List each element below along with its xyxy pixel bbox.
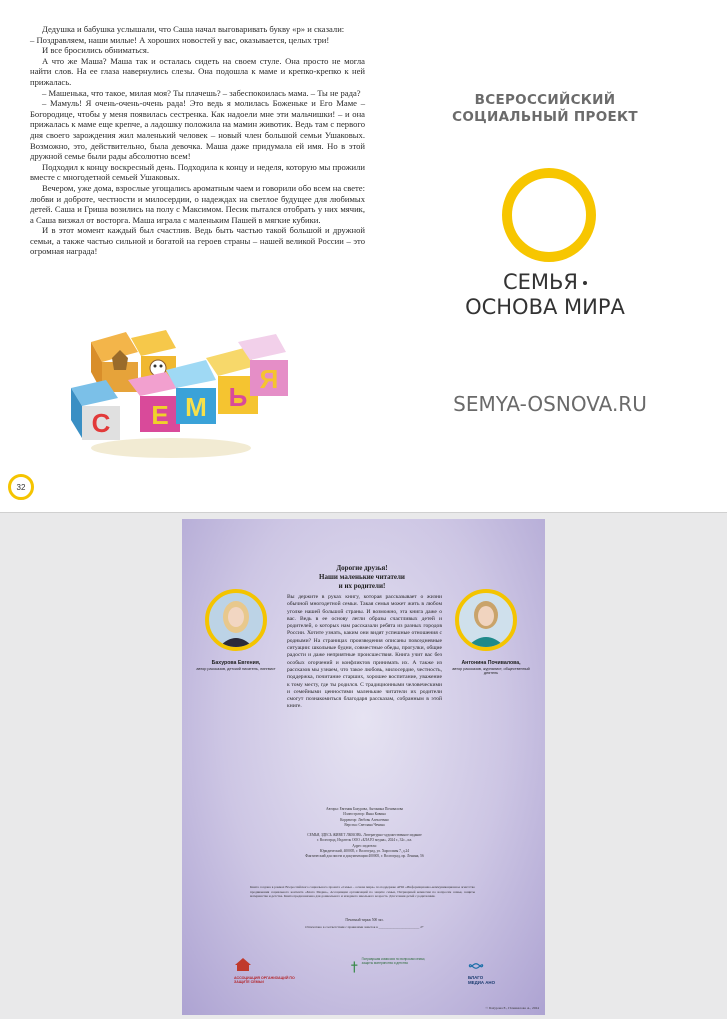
partner-name: БЛАГО МЕДИА АНО: [468, 975, 496, 985]
author-role: автор рассказов, детский писатель, лингвист: [196, 666, 276, 671]
story-paragraph: Вечером, уже дома, взрослые угощались ароматным чаем и говорили обо всем на свете: любви и доброте, честности и милосердии, о надеждах на светлое будущее для любимых детей. Саша и Гриша возились на полу с Максимом. Песик пытался отобрать у них мячик, а Саша визжал от восторга. Маша играла с маленьким Пашей в мягкие кубики.: [30, 182, 365, 225]
author-name: Антонина Почивалова,: [461, 660, 521, 666]
story-paragraph: Дедушка и бабушка услышали, что Саша начал выговаривать букву «р» и сказали:: [42, 24, 345, 34]
author-caption-right: [448, 660, 534, 676]
author-photo-right: [455, 589, 517, 651]
block-letter: Е: [151, 400, 169, 430]
story-paragraph: – Машенька, что такое, милая моя? Ты плачешь? – забеспокоилась мама. – Ты не рада?: [42, 87, 361, 98]
partner-logo-blago-media: [468, 957, 498, 985]
author-caption-left: [194, 660, 278, 671]
partner-logo-association: [234, 957, 298, 985]
block-letter: С: [91, 408, 111, 438]
partner-name: АССОЦИАЦИЯ ОРГАНИЗАЦИЙ ПО ЗАЩИТЕ СЕМЬИ: [234, 976, 295, 985]
book-back-cover: [182, 519, 545, 1015]
credits-line: Авторы: Евгения Бахурова, Антонина Почивалова: [326, 807, 403, 811]
block-letter: М: [185, 392, 207, 422]
block-letter: Я: [259, 364, 279, 394]
block-letter: Ь: [228, 382, 248, 412]
logo-line: ОСНОВА МИРА: [465, 295, 625, 319]
page-number: 32: [8, 474, 34, 500]
house-icon: [234, 957, 252, 971]
story-paragraph: – Поздравляем, наши милые! А хороших новостей у вас, оказывается, целых три!: [30, 34, 330, 45]
logo-dot-icon: [583, 281, 587, 285]
copyright: © Бахурова Е., Почивалова А., 2024: [485, 1006, 539, 1010]
story-paragraph: И все бросились обниматься.: [42, 45, 150, 56]
credits-block: [277, 807, 452, 860]
cover-title-line: и их родители!: [338, 582, 386, 590]
project-website-link[interactable]: SEMYA-OSNOVA.RU: [453, 392, 647, 416]
cover-title-line: Дорогие друзья!: [336, 564, 388, 572]
story-paragraph: – Мамуль! Я очень-очень-очень рада! Это ведь я молилась Боженьке и Его Маме – Богородице, чтобы у меня появилась сестренка. Как надоели мне эти мальчишки! – и она прижалась к маме еще крепче, а ладошку положила на мамин животик. Ведь там с первого дня своего зарождения жил маленький человек – новый член большой семьи Ушаковых. Возможно, это, действительно, была девочка. Маша даже придумала ей имя. Но в этой дружной семье были рады абсолютно всем!: [30, 98, 365, 162]
partner-name: Патриаршая комиссия по вопросам семьи, защиты материнства и детства: [361, 957, 426, 965]
story-paragraph: Подходил к концу воскресный день. Подходила к концу и неделя, которую мы прожили вместе с многодетной семьей Ушаковых.: [30, 161, 365, 183]
infinity-icon: [468, 962, 484, 970]
project-title-line: СОЦИАЛЬНЫЙ ПРОЕКТ: [452, 109, 638, 125]
logo-line: СЕМЬЯ: [502, 270, 579, 294]
imprint-line: Фактический для писем и документации 400005, г. Волгоград, пр. Ленина, 56: [305, 854, 424, 859]
cover-title: [272, 564, 452, 591]
imprint-line: СЕМЬЯ, ЗДЕСЬ ЖИВЕТ ЛЮБОВЬ. Литературно-художественное издание: [307, 833, 422, 838]
cover-body-text: Вы держите в руках книгу, которая рассказывает о жизни обычной многодетной семьи. Такая семья может жить в любом уголке нашей большой страны. И возможно, эта книга даже о вас. Ведь в ее основу легли образы счастливых детей и родителей, о которых нам рассказали ребята из разных городов России. Хотите узнать, каким они видят успешные отношения с родными? На страницах произведения описаны повседневные ситуации: школьные будни, совместные обеды, прогулки, общие радости и даже неприятные происшествия. Книга учит вас без особых огорчений и конфликтов принимать их. А также из рассказов мы узнаем, что такое любовь, милосердие, честность, поддержка, почитание старших, хорошее воспитание, уважение к тому месту, где ты родился. С традиционными человеческими и семейными ценностями маленькие читатели их родители смогут познакомиться благодаря рассказам, собранным в этой книге.: [287, 594, 442, 710]
project-logo-ring-icon: [502, 168, 596, 262]
imprint-line: Адрес издателя:: [352, 843, 377, 848]
imprint-line: Юридический, 400005, г. Волгоград, ул. Хиросимы 7, д.24: [319, 849, 410, 854]
credits-line: Корректор: Любовь Алексеенко: [340, 817, 389, 822]
print-run: Печатный тираж 500 экз.: [345, 918, 384, 922]
credits-line: Верстка: Светлана Чечина: [344, 822, 385, 827]
legal-note: Отпечатано в соответствии с правилами заметок в ________________________ 2+: [305, 925, 424, 929]
project-note: Книга создана в рамках Всероссийского социального проекта «Семья – основа мира» по поддержке АНО «Информационно-коммуникационное агентство продвижения социального контента «Благо Медиа», Ассоциации организаций по защите семьи, Патриаршей комиссии по вопросам семьи, защиты материнства и детства. Книга предназначена для дошкольного и младшего школьного возраста. Для чтения детей с родителями.: [250, 885, 475, 899]
author-photo-left: [205, 589, 267, 651]
toy-blocks-illustration: [66, 330, 296, 470]
partner-logo-patriarchal: [350, 957, 430, 977]
project-logo-text: [440, 270, 650, 320]
cross-icon: [350, 957, 359, 977]
credits-line: Иллюстратор: Инна Ковина: [343, 812, 386, 817]
cover-title-line: Наши маленькие читатели: [319, 573, 405, 581]
story-paragraph: И в этот момент каждый был счастлив. Ведь быть частью такой большой и дружной семьи, а также частью сильной и богатой на героев страны – нашей великой России – это огромная награда!: [30, 225, 365, 257]
project-title: [440, 92, 650, 126]
author-role: автор рассказов, журналист, общественный деятель: [452, 666, 530, 676]
project-title-line: ВСЕРОССИЙСКИЙ: [474, 92, 616, 108]
author-name: Бахурова Евгения,: [211, 660, 261, 666]
story-paragraph: А что же Маша? Маша так и осталась сидеть на своем стуле. Она просто не могла найти слов. На ее глаза навернулись слезы. Она подошла к маме и крепко-крепко к ней прижалась.: [30, 55, 365, 87]
imprint-line: г. Волгоград, Издатель ООО «БЛАГО медиа», 2024 г., 32с., ил.: [316, 838, 413, 843]
story-text: [30, 24, 365, 257]
